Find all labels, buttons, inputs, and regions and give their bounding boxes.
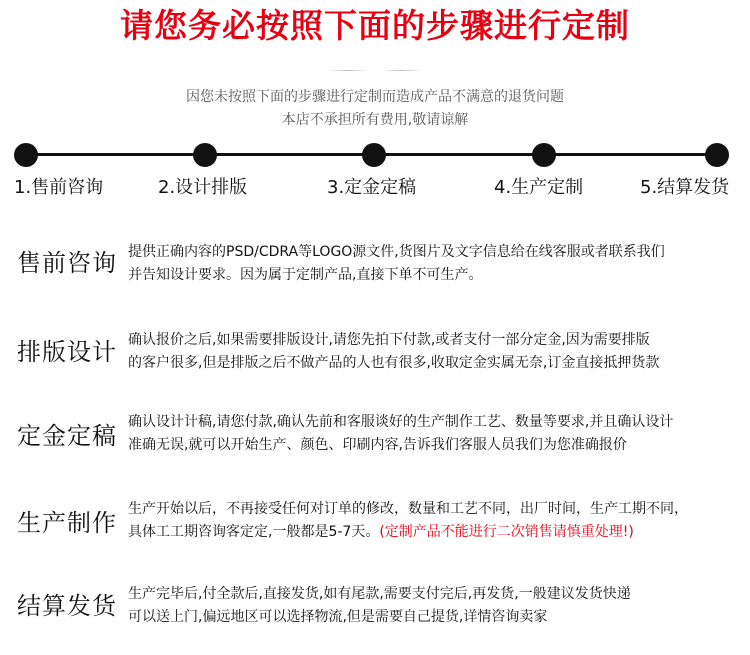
page-title: 请您务必按照下面的步骤进行定制 [120,6,630,45]
section-title: 排版设计 [17,338,117,366]
step-label: 3.定金定稿 [327,177,417,198]
timeline-dot [532,143,556,167]
description-line: 的客户很多,但是排版之后不做产品的人也有很多,收取定金实属无奈,订金直接抵押货款 [128,355,660,371]
step-label: 5.结算发货 [640,177,730,198]
timeline-dot [705,143,729,167]
section-description [128,329,748,375]
section-title: 售前咨询 [17,249,117,277]
description-line: 提供正确内容的PSD/CDRA等LOGO源文件,货图片及文字信息给在线客服或者联系我们 [128,244,665,260]
section-title: 结算发货 [17,592,117,620]
description-line: 可以送上门,偏远地区可以选择物流,但是需要自己提货,详情咨询卖家 [128,609,548,625]
timeline-dot [362,143,386,167]
description-line: 生产完毕后,付全款后,直接发货,如有尾款,需要支付完后,再发货,一般建议发货快递 [128,586,631,602]
section-description [128,583,748,629]
description-line [128,521,748,544]
description-line: 确认设计计稿,请您付款,确认先前和客服谈好的生产制作工艺、数量等要求,并且确认设计 [128,414,674,430]
notice-line-2: 本店不承担所有费用,敬请谅解 [281,112,469,128]
description-text: 具体工工期咨询客定定,一般都是5-7天。 [128,524,380,540]
step-label: 1.售前咨询 [14,177,104,198]
section-title: 生产制作 [17,509,117,537]
step-label: 4.生产定制 [494,177,584,198]
decorative-line-right [382,70,422,71]
description-line: 并告知设计要求。因为属于定制产品,直接下单不可生产。 [128,267,483,283]
section-description [128,411,748,457]
notice-line-1: 因您未按照下面的步骤进行定制而造成产品不满意的退货问题 [186,89,564,105]
section-description [128,241,748,287]
description-line: 准确无误,就可以开始生产、颜色、印刷内容,告诉我们客服人员我们为您准确报价 [128,437,627,453]
step-label: 2.设计排版 [158,177,248,198]
timeline-dot [14,143,38,167]
timeline-dot [193,143,217,167]
section-description [128,498,748,544]
decorative-line-left [328,70,368,71]
section-title: 定金定稿 [17,422,117,450]
description-line: 生产开始以后，不再接受任何对订单的修改，数量和工艺不同，出厂时间，生产工期不同， [128,501,688,517]
description-line: 确认报价之后,如果需要排版设计,请您先拍下付款,或者支付一部分定金,因为需要排版 [128,332,650,348]
warning-text: (定制产品不能进行二次销售请慎重处理!) [379,524,634,540]
